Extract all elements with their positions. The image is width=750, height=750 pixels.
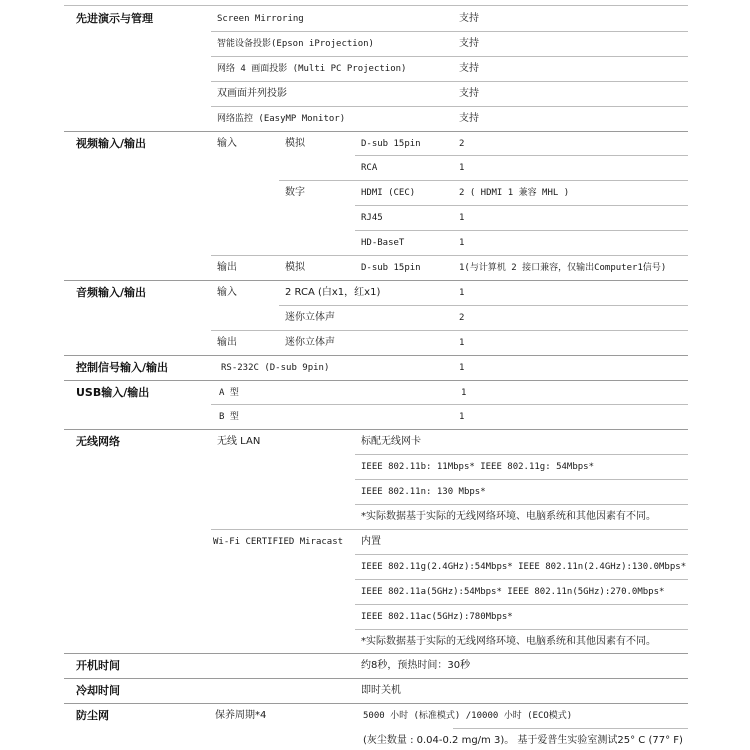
spec-value: IEEE 802.11ac(5GHz):780Mbps* [361, 611, 513, 622]
row-divider [211, 330, 688, 331]
spec-value: 支持 [459, 37, 479, 49]
section-title: 先进演示与管理 [76, 12, 153, 25]
spec-label-c3: D-sub 15pin [361, 138, 421, 149]
row-divider [355, 579, 688, 580]
spec-value: *实际数据基于实际的无线网络环境、电脑系统和其他因素有不同。 [361, 511, 656, 522]
spec-label-c1: 保养周期*4 [215, 710, 267, 722]
section-title: 控制信号输入/输出 [76, 360, 169, 374]
row-divider [279, 180, 688, 181]
spec-value: 1 [459, 163, 465, 174]
spec-value: 1 [461, 387, 467, 398]
spec-value: 5000 小时 (标准模式) /10000 小时 (ECO模式) [363, 711, 573, 722]
section-divider [64, 131, 688, 132]
spec-label-c2: 模拟 [285, 262, 305, 273]
spec-label-c3: HDMI (CEC) [361, 188, 416, 199]
spec-value: (灰尘数量 : 0.04-0.2 mg/m 3)。 基于爱普生实验室测试25° C (77° F) [363, 735, 683, 747]
section-title: 开机时间 [76, 659, 120, 673]
spec-value: 支持 [459, 112, 479, 124]
row-divider [211, 106, 688, 107]
spec-label-c1: 网络 4 画面投影 (Multi PC Projection) [217, 63, 407, 74]
spec-label-c1: 输出 [217, 262, 237, 273]
section-divider [64, 678, 688, 679]
table-top-border [64, 5, 688, 6]
section-title: USB输入/输出 [76, 385, 150, 399]
spec-label-c1: 输出 [217, 336, 237, 348]
row-divider [211, 255, 688, 256]
row-divider [355, 604, 688, 605]
row-divider [355, 479, 688, 480]
spec-value: *实际数据基于实际的无线网络环境、电脑系统和其他因素有不同。 [361, 635, 656, 647]
spec-label-c1: 输入 [217, 286, 237, 298]
spec-value: 2 ( HDMI 1 兼容 MHL ) [459, 188, 570, 199]
spec-value: 1 [459, 287, 465, 298]
spec-label-c2: 2 RCA (白x1，红x1) [285, 286, 381, 298]
spec-value: 1 [459, 213, 465, 224]
section-divider [64, 280, 688, 281]
section-title: 无线网络 [76, 435, 120, 449]
spec-value: 约8秒，预热时间：30秒 [361, 660, 471, 672]
spec-value: 内置 [361, 535, 381, 547]
section-title: 防尘网 [76, 709, 109, 723]
spec-label-c1: A 型 [219, 387, 239, 398]
row-divider [453, 728, 688, 729]
section-title: 音频输入/输出 [76, 285, 147, 299]
spec-value: IEEE 802.11n: 130 Mbps* [361, 487, 486, 498]
spec-label-c3: RCA [361, 163, 378, 174]
row-divider [211, 529, 688, 530]
spec-value: 1(与计算机 2 接口兼容，仅输出Computer1信号) [459, 263, 667, 273]
spec-label-c1: B 型 [219, 412, 239, 423]
spec-label-c3: RJ45 [361, 213, 383, 224]
section-divider [64, 703, 688, 704]
row-divider [355, 205, 688, 206]
spec-value: IEEE 802.11b: 11Mbps* IEEE 802.11g: 54Mbps* [361, 462, 594, 473]
spec-label-c1: 无线 LAN [217, 436, 261, 448]
section-divider [64, 380, 688, 381]
row-divider [355, 554, 688, 555]
spec-label-c2: 模拟 [285, 137, 305, 149]
spec-label-c1: Wi-Fi CERTIFIED Miracast [213, 536, 344, 547]
spec-value: 标配无线网卡 [361, 436, 421, 448]
spec-value: 2 [459, 138, 465, 149]
spec-value: 1 [459, 412, 465, 423]
section-divider [64, 653, 688, 654]
row-divider [355, 454, 688, 455]
spec-label-c3: D-sub 15pin [361, 263, 421, 273]
section-title: 冷却时间 [76, 684, 120, 698]
spec-label-c1: Screen Mirroring [217, 14, 304, 24]
row-divider [211, 31, 688, 32]
spec-value: 支持 [459, 13, 479, 24]
section-divider [64, 429, 688, 430]
row-divider [211, 56, 688, 57]
spec-label-c2: 迷你立体声 [285, 336, 335, 348]
spec-value: 支持 [459, 87, 479, 99]
spec-label-c1: RS-232C (D-sub 9pin) [221, 362, 330, 373]
row-divider [211, 81, 688, 82]
spec-value: 1 [459, 238, 465, 249]
spec-value: 1 [459, 337, 465, 348]
row-divider [211, 404, 688, 405]
row-divider [355, 155, 688, 156]
row-divider [355, 629, 688, 630]
section-divider [64, 355, 688, 356]
row-divider [355, 504, 688, 505]
spec-label-c3: HD-BaseT [361, 238, 405, 249]
spec-label-c1: 智能设备投影(Epson iProjection) [217, 38, 374, 49]
spec-value: 支持 [459, 62, 479, 74]
spec-label-c1: 双画面并列投影 [217, 87, 287, 99]
spec-label-c2: 迷你立体声 [285, 311, 335, 323]
section-title: 视频输入/输出 [76, 136, 147, 150]
spec-value: 1 [459, 362, 465, 373]
spec-label-c1: 网络监控 (EasyMP Monitor) [217, 113, 346, 124]
spec-value: 即时关机 [361, 685, 401, 697]
spec-label-c2: 数字 [285, 187, 305, 199]
spec-value: IEEE 802.11a(5GHz):54Mbps* IEEE 802.11n(5GHz):270.0Mbps* [361, 586, 665, 597]
spec-value: IEEE 802.11g(2.4GHz):54Mbps* IEEE 802.11n(2.4GHz):130.0Mbps* [361, 561, 687, 572]
spec-label-c1: 输入 [217, 137, 237, 149]
spec-value: 2 [459, 312, 465, 323]
row-divider [355, 230, 688, 231]
row-divider [279, 305, 688, 306]
